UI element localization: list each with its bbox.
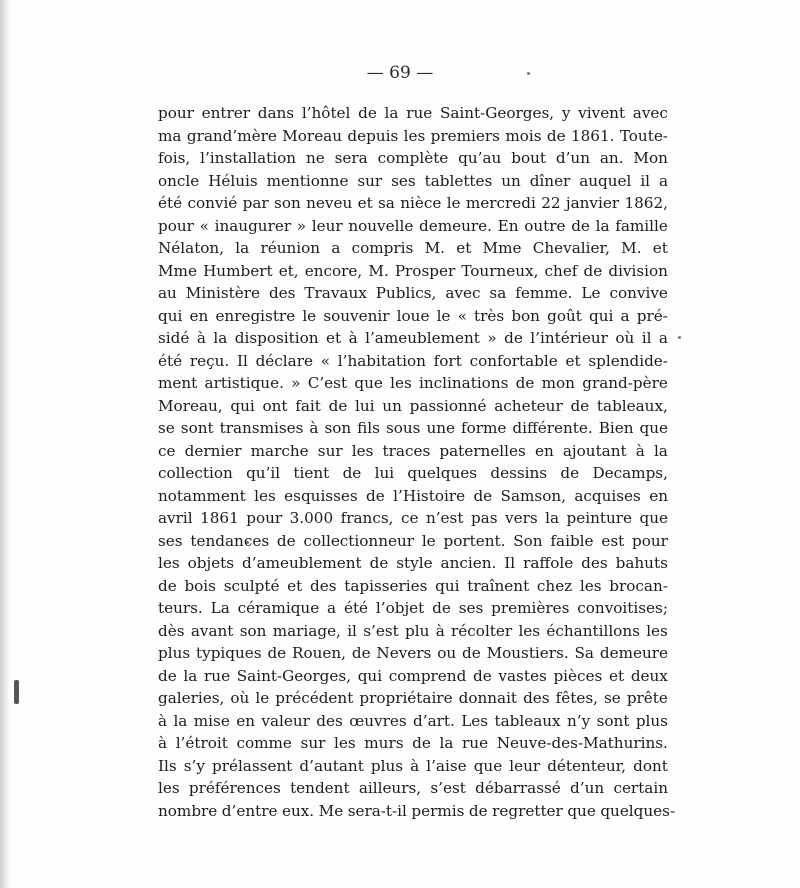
text-line: pour entrer dans l’hôtel de la rue Saint-Georges, y vivent avec: [158, 104, 668, 122]
text-line: ses tendances de collectionneur le portent. Son faible est pour: [158, 531, 668, 550]
text-line: Mme Humbert et, encore, M. Prosper Tourneux, chef de division: [158, 261, 668, 280]
page-gutter-shadow: [0, 0, 10, 888]
body-text: [158, 102, 676, 822]
text-line: pour « inaugurer » leur nouvelle demeure. En outre de la famille: [158, 216, 668, 235]
text-line: les objets d’ameublement de style ancien. Il raffole des bahuts: [158, 554, 668, 572]
text-line: ment artistique. » C’est que les inclinations de mon grand-père: [158, 374, 668, 392]
text-line: été reçu. Il déclare « l’habitation fort confortable et splendide-: [158, 351, 668, 370]
page-number: — 69 —: [366, 63, 434, 83]
text-line: à la mise en valeur des œuvres d’art. Les tableaux n’y sont plus: [158, 711, 668, 730]
text-line: oncle Héluis mentionne sur ses tablettes un dîner auquel il a: [158, 171, 668, 190]
text-line: plus typiques de Rouen, de Nevers ou de Moustiers. Sa demeure: [158, 644, 668, 662]
text-line: galeries, où le précédent propriétaire donnait des fêtes, se prête: [158, 689, 668, 707]
text-line: Nélaton, la réunion a compris M. et Mme Chevalier, M. et: [158, 239, 668, 257]
text-line: été convié par son neveu et sa nièce le mercredi 22 janvier 1862,: [158, 194, 668, 212]
text-line: Moreau, qui ont fait de lui un passionné acheteur de tableaux,: [158, 396, 668, 415]
text-line: Ils s’y prélassent d’autant plus à l’aise que leur détenteur, dont: [158, 756, 668, 775]
text-line: au Ministère des Travaux Publics, avec sa femme. Le convive: [158, 284, 668, 302]
text-line: teurs. La céramique a été l’objet de ses premières convoitises;: [158, 599, 668, 617]
text-line: de la rue Saint-Georges, qui comprend de vastes pièces et deux: [158, 666, 668, 685]
text-line: les préférences tendent ailleurs, s’est débarrassé d’un certain: [158, 779, 668, 797]
text-line: se sont transmises à son fils sous une forme différente. Bien que: [158, 419, 668, 437]
text-line: de bois sculpté et des tapisseries qui traînent chez les brocan-: [158, 576, 668, 595]
text-line: fois, l’installation ne sera complète qu’au bout d’un an. Mon: [158, 149, 668, 167]
text-line: collection qu’il tient de lui quelques dessins de Decamps,: [158, 464, 668, 482]
text-line: à l’étroit comme sur les murs de la rue Neuve-des-Mathurins.: [158, 734, 668, 752]
text-line: avril 1861 pour 3.000 francs, ce n’est pas vers la peinture que: [158, 509, 668, 527]
text-line: dès avant son mariage, il s’est plu à récolter les échantillons les: [158, 621, 668, 640]
text-line: nombre d’entre eux. Me sera-t-il permis de regretter que quelques-: [158, 801, 676, 820]
text-line: ma grand’mère Moreau depuis les premiers mois de 1861. Toute-: [158, 126, 668, 145]
text-line: sidé à la disposition et à l’ameublement » de l’intérieur où il a: [158, 329, 668, 347]
text-line: ce dernier marche sur les traces paternelles en ajoutant à la: [158, 441, 668, 460]
margin-ink-mark: [14, 680, 19, 704]
text-line: notamment les esquisses de l’Histoire de Samson, acquises en: [158, 486, 668, 505]
text-line: qui en enregistre le souvenir loue le « très bon goût qui a pré-: [158, 306, 668, 325]
paper-speck: [678, 336, 681, 339]
